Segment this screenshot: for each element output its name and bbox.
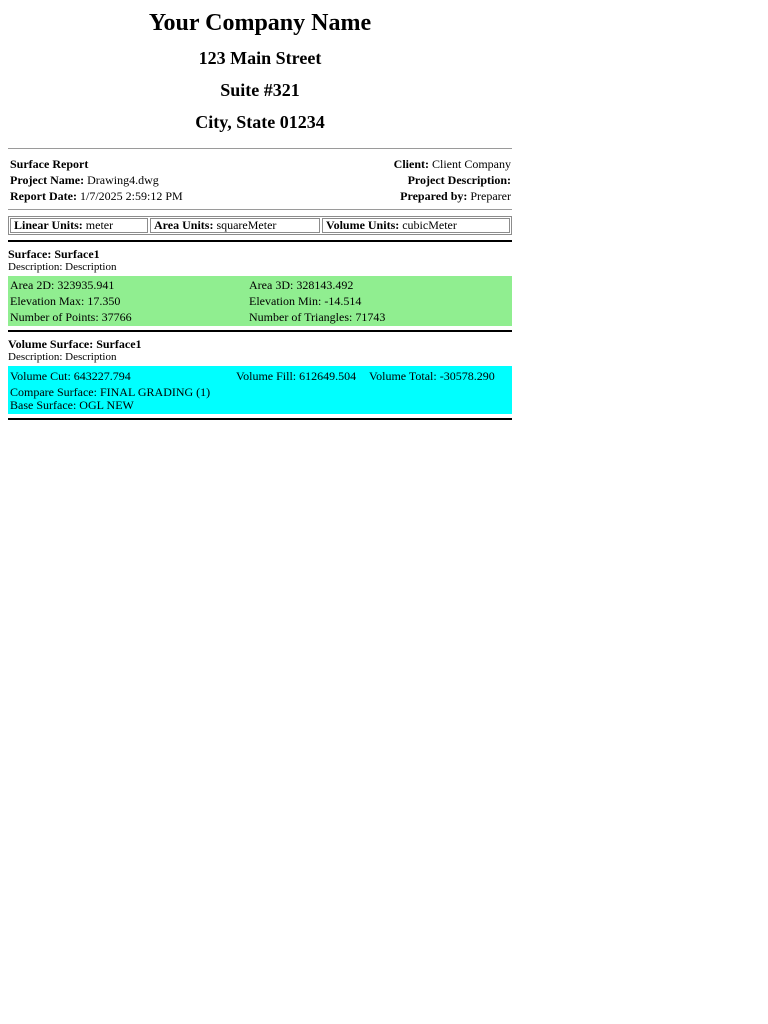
volume-units-value: cubicMeter (402, 218, 457, 232)
report-date-row (10, 188, 183, 204)
surface-stats-row (10, 293, 510, 309)
prepared-by-label: Prepared by: (400, 189, 468, 203)
surface-stats-row (10, 277, 510, 293)
area-3d: Area 3D: 328143.492 (249, 278, 354, 292)
report-date-value: 1/7/2025 2:59:12 PM (79, 189, 183, 203)
meta-divider (8, 209, 512, 210)
report-title: Surface Report (10, 157, 89, 171)
project-name-row (10, 172, 183, 188)
area-units-value: squareMeter (216, 218, 277, 232)
project-name-value: Drawing4.dwg (87, 173, 159, 187)
company-name: Your Company Name (148, 10, 372, 36)
linear-units-cell (10, 218, 148, 233)
number-of-triangles: Number of Triangles: 71743 (249, 310, 386, 324)
area-units-cell (150, 218, 320, 233)
volume-values-row (10, 369, 510, 383)
report-meta-right (394, 156, 511, 204)
surface-stats-box (8, 276, 512, 326)
company-address-suite: Suite #321 (220, 80, 300, 100)
volume-cut: Volume Cut: 643227.794 (10, 369, 131, 383)
client-label: Client: (393, 157, 429, 171)
prepared-by-row (394, 188, 511, 204)
volume-stats-box (8, 366, 512, 414)
project-description-row (394, 172, 511, 188)
volume-section-header (8, 332, 512, 364)
area-2d: Area 2D: 323935.941 (10, 278, 115, 292)
company-header (8, 11, 512, 132)
compare-surface: Compare Surface: FINAL GRADING (1) (10, 385, 211, 399)
area-units-label: Area Units: (154, 218, 214, 232)
units-table (8, 216, 512, 235)
company-address-city: City, State 01234 (195, 112, 325, 132)
volume-surface-description: Description: Description (8, 351, 117, 363)
number-of-points: Number of Points: 37766 (10, 310, 132, 324)
project-description-label: Project Description: (407, 173, 511, 187)
surface-title: Surface: Surface1 (8, 247, 100, 261)
surface-section-header (8, 242, 512, 274)
company-address-street: 123 Main Street (198, 48, 322, 68)
volume-units-label: Volume Units: (326, 218, 400, 232)
base-surface: Base Surface: OGL NEW (10, 398, 134, 412)
surface-stats-row (10, 309, 510, 325)
prepared-by-value: Preparer (470, 189, 511, 203)
elevation-max: Elevation Max: 17.350 (10, 294, 121, 308)
surface-report (8, 0, 512, 420)
client-row (394, 156, 511, 172)
volume-total: Volume Total: -30578.290 (369, 369, 495, 383)
volume-divider (8, 418, 512, 420)
report-meta (8, 149, 512, 209)
client-value: Client Company (432, 157, 511, 171)
elevation-min: Elevation Min: -14.514 (249, 294, 362, 308)
report-meta-left (10, 156, 183, 204)
linear-units-value: meter (85, 218, 114, 232)
volume-units-cell (322, 218, 510, 233)
project-name-label: Project Name: (10, 173, 85, 187)
linear-units-label: Linear Units: (14, 218, 83, 232)
surface-description: Description: Description (8, 261, 117, 273)
volume-fill: Volume Fill: 612649.504 (236, 369, 357, 383)
report-date-label: Report Date: (10, 189, 77, 203)
volume-surface-title: Volume Surface: Surface1 (8, 337, 142, 351)
